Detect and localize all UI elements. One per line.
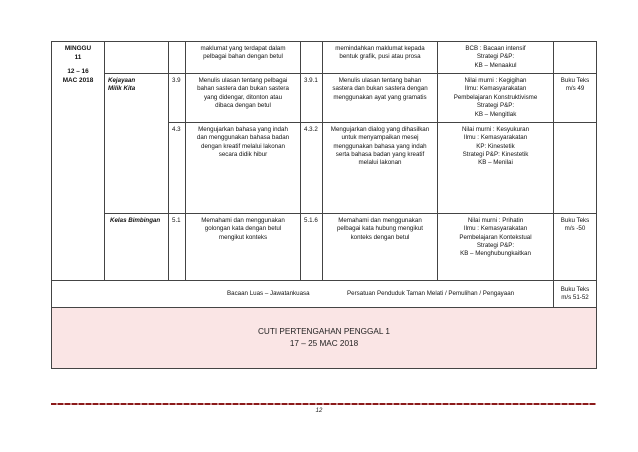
- notes-line: KB – Menilai: [478, 159, 513, 167]
- notes-cell: [438, 42, 554, 74]
- notes-line: KP: Kinestetik: [476, 142, 515, 150]
- standard-line: golongan kata dengan betul: [204, 225, 282, 233]
- standard-line: maklumat yang terdapat dalam: [200, 45, 286, 52]
- objective-number: 3.9.1: [301, 74, 323, 123]
- week-cell: [52, 42, 105, 281]
- objective-line: Menulis ulasan tentang bahan: [338, 77, 422, 85]
- notes-line: Pembelajaran Konstruktivisme: [453, 93, 538, 101]
- reference-cell: [554, 42, 597, 74]
- notes-line: KB – Menaakul: [474, 61, 517, 69]
- reference-cell: [554, 213, 597, 280]
- table-row: [52, 307, 597, 368]
- reference-line: m/s 51-52: [561, 293, 589, 301]
- standard-line: yang didengar, ditonton atau: [203, 93, 283, 101]
- objective-cell: [323, 213, 438, 280]
- standard-line: secara didik hibur: [218, 150, 268, 158]
- notes-line: KB – Menghubungkaitkan: [460, 250, 531, 258]
- table-row: [52, 42, 597, 74]
- objective-line: serta bahasa badan yang kreatif: [335, 150, 425, 158]
- standard-line: dengan kreatif melalui lakonan: [201, 142, 285, 150]
- theme-line: Kejayaan: [108, 77, 136, 85]
- notes-line: Strategi P&P:: [476, 241, 515, 249]
- objective-number: 4.3.2: [301, 122, 323, 213]
- table-row: [52, 213, 597, 280]
- standard-line: bahan sastera dan bukan sastera: [197, 85, 289, 93]
- standard-cell: [186, 42, 301, 74]
- objective-cell: [323, 74, 438, 123]
- objective-cell: [323, 122, 438, 213]
- holiday-banner: [52, 307, 597, 368]
- notes-line: Nilai murni : Kesyukuran: [461, 125, 530, 133]
- lesson-plan-table: [51, 41, 597, 369]
- notes-line: Ilmu : Kemasyarakatan: [463, 225, 528, 233]
- week-number: 11: [74, 53, 82, 61]
- objective-line: pelbagai kata hubung mengikut: [336, 225, 423, 233]
- notes-line: Ilmu: Kemasyarakatan: [464, 85, 527, 93]
- reference-line: m/s 49: [565, 85, 585, 93]
- notes-line: Strategi P&P: Kinestetik: [462, 150, 529, 158]
- standard-cell: [186, 74, 301, 123]
- notes-line: BCB : Bacaan intensif: [465, 45, 526, 52]
- holiday-title: CUTI PERTENGAHAN PENGGAL 1: [258, 326, 390, 336]
- notes-cell: [438, 213, 554, 280]
- reading-cell: [52, 280, 554, 307]
- table-row: [52, 74, 597, 123]
- objective-line: memindahkan maklumat kepada: [335, 45, 425, 52]
- reference-line: Buku Teks: [560, 77, 590, 85]
- footer-divider: [51, 403, 596, 405]
- table-row: [52, 280, 597, 307]
- standard-line: mengikut konteks: [218, 233, 268, 241]
- standard-line: dibaca dengan betul: [215, 102, 271, 110]
- notes-cell: [438, 74, 554, 123]
- reference-line: Buku Teks: [560, 285, 590, 293]
- standard-number: 4.3: [169, 122, 186, 213]
- reference-cell: [554, 74, 597, 123]
- theme-cell: Kelas Bimbingan: [105, 213, 169, 280]
- reading-right: Persatuan Penduduk Taman Melati / Pemulihan / Pengayaan: [347, 289, 515, 297]
- objective-line: menggunakan bahasa yang indah: [333, 142, 427, 150]
- reading-left: Bacaan Luas – Jawatankuasa: [227, 289, 310, 297]
- standard-line: Memahami dan menggunakan: [201, 216, 285, 224]
- objective-line: menggunakan ayat yang gramatis: [333, 93, 427, 101]
- objective-line: melalui lakonan: [358, 159, 402, 167]
- notes-line: Ilmu : Kemasyarakatan: [463, 134, 528, 142]
- reference-cell: [554, 280, 597, 307]
- objective-line: untuk menyampaikan mesej: [341, 134, 419, 142]
- standard-number-cell: [169, 42, 186, 74]
- objective-cell: [323, 42, 438, 74]
- objective-number: 5.1.6: [301, 213, 323, 280]
- notes-line: Pembelajaran Kontekstual: [459, 233, 532, 241]
- objective-number-cell: [301, 42, 323, 74]
- notes-line: Strategi P&P:: [476, 102, 515, 110]
- objective-line: Mengujarkan dialog yang dihasilkan: [330, 125, 430, 133]
- notes-line: Strategi P&P:: [476, 53, 515, 61]
- objective-line: konteks dengan betul: [350, 233, 410, 241]
- standard-line: Menulis ulasan tentang pelbagai: [198, 77, 288, 85]
- reference-cell: [554, 122, 597, 213]
- theme-cell: [105, 42, 169, 74]
- notes-line: Nilai murni : Prihatin: [467, 216, 524, 224]
- reference-line: m/s -50: [564, 225, 586, 233]
- notes-cell: [438, 122, 554, 213]
- objective-line: sastera dan bukan sastera dengan: [332, 85, 428, 93]
- notes-line: KB – Mengitlak: [474, 110, 517, 118]
- holiday-dates: 17 – 25 MAC 2018: [289, 338, 359, 348]
- objective-line: Memahami dan menggunakan: [338, 216, 422, 224]
- standard-number: 5.1: [169, 213, 186, 280]
- notes-line: Nilai murni : Kegigihan: [464, 77, 527, 85]
- objective-line: bentuk grafik, pusi atau prosa: [339, 53, 421, 61]
- reference-line: Buku Teks: [560, 216, 590, 224]
- week-range: 12 – 16: [67, 68, 89, 76]
- theme-cell: [105, 74, 169, 214]
- standard-number: 3.9: [169, 74, 186, 123]
- page-number: 12: [315, 408, 323, 414]
- standard-line: dan menggunakan bahasa badan: [196, 134, 290, 142]
- standard-line: pelbagai bahan dengan betul: [203, 53, 283, 61]
- standard-cell: [186, 122, 301, 213]
- standard-cell: [186, 213, 301, 280]
- theme-line: Milik Kita: [108, 85, 136, 93]
- week-month: MAC 2018: [62, 76, 94, 84]
- standard-line: Mengujarkan bahasa yang indah: [198, 125, 288, 133]
- week-label: MINGGU: [64, 45, 92, 52]
